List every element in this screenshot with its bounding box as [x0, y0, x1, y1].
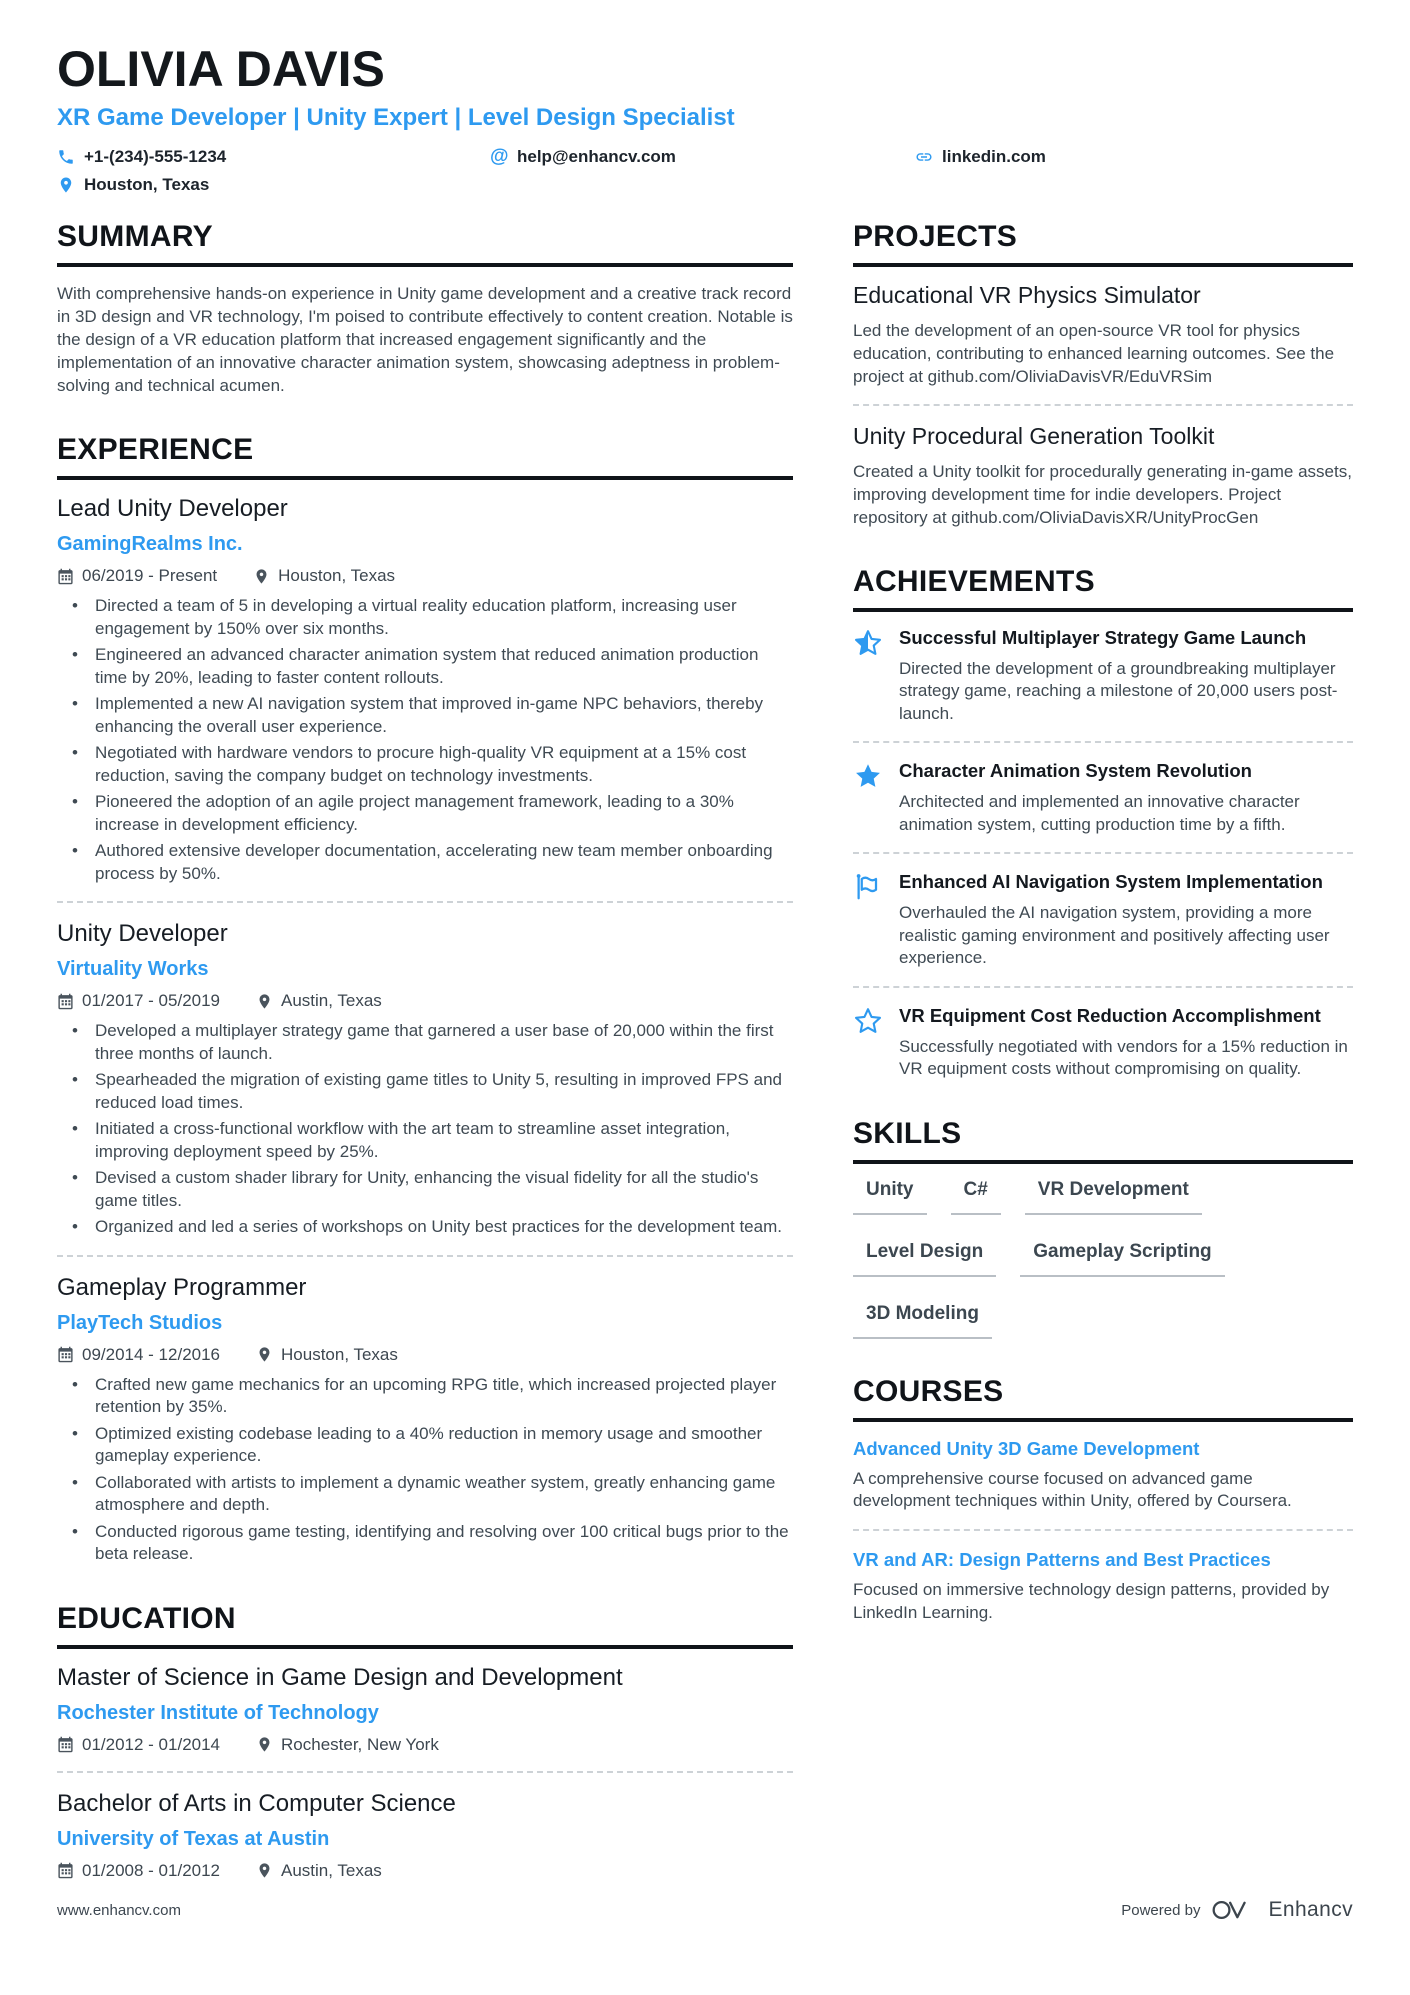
company-name[interactable]: Virtuality Works [57, 958, 209, 980]
pin-icon [256, 1736, 273, 1753]
projects-section [853, 220, 1353, 529]
education-location: Austin, Texas [256, 1861, 382, 1881]
skill-tag: Gameplay Scripting [1020, 1241, 1224, 1277]
course-title[interactable]: Advanced Unity 3D Game Development [853, 1437, 1200, 1459]
bullet: • Crafted new game mechanics for an upcoming RPG title, which increased projected player retention by 35%. [57, 1374, 793, 1419]
education-dates: 01/2008 - 01/2012 [57, 1861, 220, 1881]
calendar-icon [57, 568, 74, 585]
bullet: • Spearheaded the migration of existing game titles to Unity 5, resulting in improved FPS and reduced load times. [57, 1069, 793, 1114]
education-dates: 01/2012 - 01/2014 [57, 1735, 220, 1755]
pin-icon [256, 993, 273, 1010]
skills-list [853, 1179, 1353, 1339]
contact-email-text: help@enhancv.com [517, 147, 676, 166]
headline: XR Game Developer | Unity Expert | Level Design Specialist [57, 104, 735, 131]
footer-website-link[interactable]: www.enhancv.com [57, 1901, 181, 1919]
dashed-divider [57, 901, 793, 903]
course-description: Focused on immersive technology design patterns, provided by LinkedIn Learning. [853, 1580, 1330, 1622]
dashed-divider [853, 1529, 1353, 1531]
job-location: Austin, Texas [256, 991, 382, 1011]
bullet: • Collaborated with artists to implement a dynamic weather system, greatly enhancing game atmosphere and depth. [57, 1472, 793, 1517]
bullet: • Initiated a cross-functional workflow with the art team to streamline asset integration, improving deployment speed by 25%. [57, 1118, 793, 1163]
achievement-title: VR Equipment Cost Reduction Accomplishment [899, 1004, 1321, 1026]
course-title[interactable]: VR and AR: Design Patterns and Best Practices [853, 1548, 1271, 1570]
contact-phone-text: +1-(234)-555-1234 [84, 147, 227, 166]
course-description: A comprehensive course focused on advanced game development techniques within Unity, offered by Coursera. [853, 1468, 1292, 1511]
contact-email[interactable] [490, 145, 915, 168]
skill-tag: 3D Modeling [853, 1303, 992, 1339]
star-half-icon [853, 628, 883, 658]
calendar-icon [57, 993, 74, 1010]
pin-icon [57, 176, 75, 194]
job-title: Lead Unity Developer [57, 495, 288, 522]
project-item [853, 423, 1353, 529]
header [57, 41, 1353, 196]
skills-section [853, 1117, 1353, 1339]
calendar-icon [57, 1736, 74, 1753]
projects-heading: PROJECTS [853, 220, 1353, 267]
star-outline-icon [853, 1006, 883, 1036]
powered-by[interactable] [1121, 1898, 1353, 1922]
bullet: • Directed a team of 5 in developing a virtual reality education platform, increasing user engagement by 150% over six months. [57, 595, 793, 640]
job-dates: 06/2019 - Present [57, 566, 217, 586]
bullet: • Devised a custom shader library for Unity, enhancing the visual fidelity for all the studio's game titles. [57, 1167, 793, 1212]
calendar-icon [57, 1862, 74, 1879]
job-dates: 09/2014 - 12/2016 [57, 1345, 220, 1365]
contact-location-text: Houston, Texas [84, 175, 210, 194]
right-column [853, 220, 1353, 1890]
bullet: • Conducted rigorous game testing, identifying and resolving over 100 critical bugs prior to the beta release. [57, 1521, 793, 1566]
summary-section [57, 220, 793, 397]
project-description: Created a Unity toolkit for procedurally generating in-game assets, improving development time for indie developers. Project repository at github.com/OliviaDavisXR/UnityProcGen [853, 462, 1352, 527]
contact-linkedin-text: linkedin.com [942, 147, 1046, 166]
project-title: Educational VR Physics Simulator [853, 282, 1201, 308]
contact-phone[interactable] [57, 145, 490, 168]
achievements-section [853, 565, 1353, 1081]
dashed-divider [853, 986, 1353, 988]
bullet: • Pioneered the adoption of an agile project management framework, leading to a 30% increase in development efficiency. [57, 791, 793, 836]
degree-title: Master of Science in Game Design and Development [57, 1663, 623, 1691]
school-name[interactable]: University of Texas at Austin [57, 1827, 330, 1850]
bullet: • Organized and led a series of workshops on Unity best practices for the development team. [57, 1216, 793, 1239]
achievement-description: Successfully negotiated with vendors for a 15% reduction in VR equipment costs without compromising on quality. [899, 1036, 1348, 1079]
achievement-item [853, 760, 1353, 836]
job-title: Unity Developer [57, 920, 228, 947]
pin-icon [256, 1862, 273, 1879]
experience-heading: EXPERIENCE [57, 433, 793, 480]
bullet: • Implemented a new AI navigation system that improved in-game NPC behaviors, thereby enhancing the overall user experience. [57, 693, 793, 738]
job-location: Houston, Texas [253, 566, 395, 586]
flag-icon [853, 872, 883, 902]
contact-linkedin[interactable] [915, 145, 1353, 168]
experience-section [57, 433, 793, 1566]
skill-tag: C# [951, 1179, 1001, 1215]
project-title: Unity Procedural Generation Toolkit [853, 423, 1215, 449]
education-heading: EDUCATION [57, 1602, 793, 1649]
experience-item [57, 920, 793, 1239]
at-icon: @ [490, 145, 509, 167]
dashed-divider [57, 1771, 793, 1773]
job-bullets [57, 595, 793, 885]
dashed-divider [853, 741, 1353, 743]
courses-heading: COURSES [853, 1375, 1353, 1422]
contact-rows [57, 145, 1353, 196]
dashed-divider [853, 404, 1353, 406]
degree-title: Bachelor of Arts in Computer Science [57, 1789, 456, 1817]
education-item [57, 1790, 793, 1881]
achievements-heading: ACHIEVEMENTS [853, 565, 1353, 612]
pin-icon [253, 568, 270, 585]
dashed-divider [57, 1255, 793, 1257]
achievement-item [853, 871, 1353, 969]
achievement-item [853, 627, 1353, 725]
project-description: Led the development of an open-source VR tool for physics education, contributing to enhanced learning outcomes. See the project at github.com/OliviaDavisVR/EduVRSim [853, 321, 1335, 386]
powered-by-label: Powered by [1121, 1901, 1201, 1919]
pin-icon [256, 1346, 273, 1363]
achievement-description: Directed the development of a groundbreaking multiplayer strategy game, reaching a milestone of 20,000 users post-launch. [899, 658, 1338, 723]
star-icon [853, 761, 883, 791]
footer [57, 1898, 1353, 1922]
project-item [853, 282, 1353, 388]
job-bullets [57, 1374, 793, 1566]
courses-section [853, 1375, 1353, 1624]
achievement-title: Enhanced AI Navigation System Implementation [899, 871, 1323, 893]
phone-icon [57, 148, 75, 166]
calendar-icon [57, 1346, 74, 1363]
bullet: • Optimized existing codebase leading to a 40% reduction in memory usage and smoother gameplay experience. [57, 1423, 793, 1468]
job-location: Houston, Texas [256, 1345, 398, 1365]
company-name[interactable]: GamingRealms Inc. [57, 533, 243, 555]
experience-item [57, 495, 793, 885]
company-name[interactable]: PlayTech Studios [57, 1311, 223, 1334]
contact-location [57, 173, 1353, 196]
bullet: • Negotiated with hardware vendors to procure high-quality VR equipment at a 15% cost reduction, saving the company budget on technology investments. [57, 742, 793, 787]
left-column [57, 220, 793, 1890]
skill-tag: VR Development [1025, 1179, 1202, 1215]
link-icon [915, 148, 933, 166]
bullet: • Engineered an advanced character animation system that reduced animation production time by 20%, leading to faster content rollouts. [57, 644, 793, 689]
achievement-title: Successful Multiplayer Strategy Game Launch [899, 627, 1307, 648]
achievement-title: Character Animation System Revolution [899, 760, 1252, 782]
skills-heading: SKILLS [853, 1117, 1353, 1164]
summary-heading: SUMMARY [57, 220, 793, 267]
enhancv-logo-icon [1211, 1898, 1257, 1922]
achievement-item [853, 1005, 1353, 1081]
school-name[interactable]: Rochester Institute of Technology [57, 1701, 379, 1724]
experience-item [57, 1274, 793, 1566]
job-bullets [57, 1020, 793, 1239]
achievement-description: Architected and implemented an innovative character animation system, cutting production time by a fifth. [899, 792, 1300, 834]
skill-tag: Unity [853, 1179, 927, 1215]
enhancv-brand-name: Enhancv [1268, 1898, 1353, 1921]
person-name: OLIVIA DAVIS [57, 41, 385, 97]
job-title: Gameplay Programmer [57, 1273, 307, 1301]
summary-text: With comprehensive hands-on experience in Unity game development and a creative track record in 3D design and VR technology, I'm poised to contribute effectively to content creation. Notable is the design of a VR education platform that increased engagement significantly and the implementation of an innovative character animation system, showcasing adeptness in problem-solving and technical acumen. [57, 284, 793, 395]
course-item [853, 1437, 1353, 1513]
bullet: • Developed a multiplayer strategy game that garnered a user base of 20,000 within the first three months of launch. [57, 1020, 793, 1065]
education-item [57, 1664, 793, 1755]
dashed-divider [853, 852, 1353, 854]
education-location: Rochester, New York [256, 1735, 439, 1755]
education-section [57, 1602, 793, 1881]
bullet: • Authored extensive developer documentation, accelerating new team member onboarding process by 50%. [57, 840, 793, 885]
achievement-description: Overhauled the AI navigation system, providing a more realistic gaming environment and positively affecting user experience. [899, 903, 1330, 968]
skill-tag: Level Design [853, 1241, 996, 1277]
course-item [853, 1548, 1353, 1624]
job-dates: 01/2017 - 05/2019 [57, 991, 220, 1011]
